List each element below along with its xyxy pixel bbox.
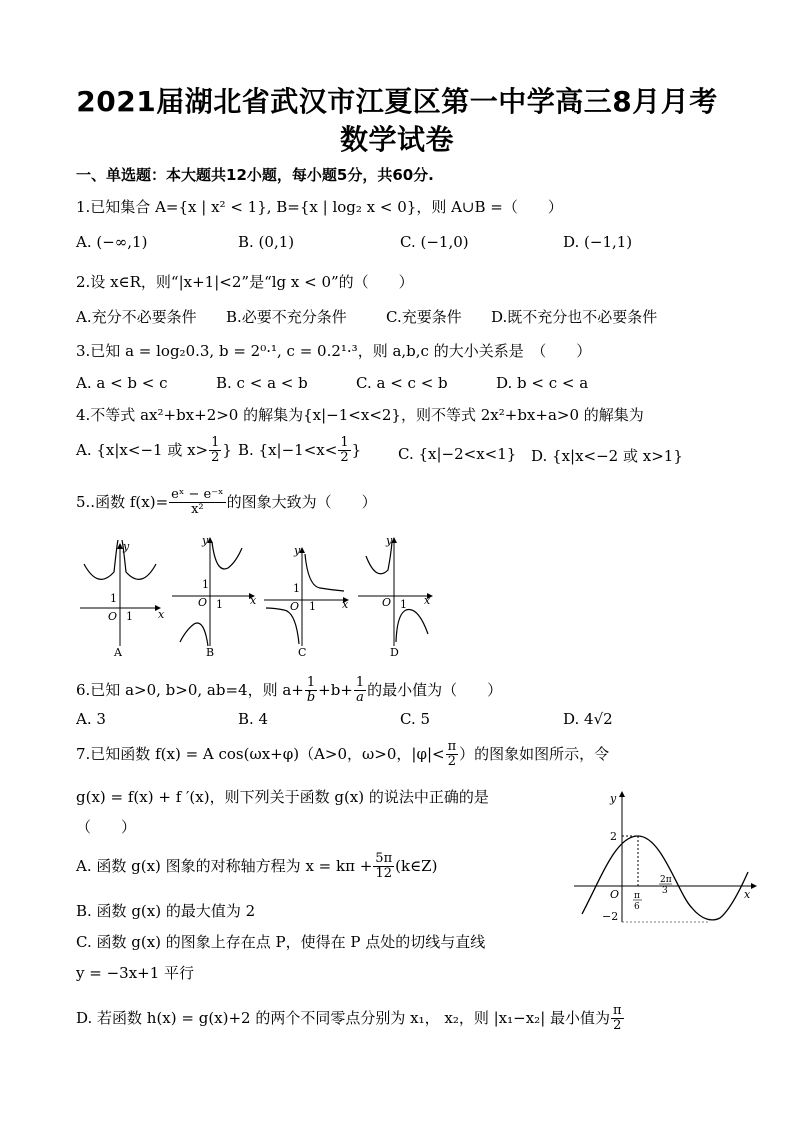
q5-graphs: [76, 534, 436, 658]
q6-stem: [76, 676, 502, 706]
q7-option-a-tail: (k∈Z): [395, 856, 438, 875]
q5-fraction: $\frac{\text{eˣ − e⁻ˣ}}{\text{x²}}$: [171, 487, 224, 518]
q3-option-d: D. b < c < a: [496, 374, 589, 392]
origin-label: O: [610, 888, 620, 901]
q7-stem-b: ）的图象如图所示，令: [459, 744, 610, 763]
q3-option-b: B. c < a < b: [216, 374, 308, 392]
q7-option-c-line2: y = −3x+1 平行: [76, 964, 195, 982]
section-heading: 一、单选题：本大题共12小题，每小题5分，共60分.: [76, 166, 434, 184]
q7-line2: g(x) = f(x) + f ′(x)，则下列关于函数 g(x) 的说法中正确的是: [76, 788, 489, 806]
axis-x-label: x: [342, 598, 349, 611]
tick-label: 1: [216, 598, 223, 611]
q4-stem: 4.不等式 ax²+bx+2>0 的解集为{x|−1<x<2}，则不等式 2x²+bx+a>0 的解集为: [76, 406, 644, 424]
q4-option-c: C. {x|−2<x<1}: [398, 445, 517, 463]
fraction-1-over-a: $\frac{1}{a}$: [355, 675, 365, 706]
q4-option-b: [238, 436, 361, 466]
q4-option-a: [76, 436, 232, 466]
axis-y-label: y: [123, 540, 130, 553]
fraction-1-over-b: $\frac{1}{b}$: [306, 675, 316, 706]
tick-label: 1: [110, 592, 117, 605]
fraction-pi-over-2: $\frac{\pi}{2}$: [447, 739, 457, 770]
exam-title: 2021届湖北省武汉市江夏区第一中学高三8月月考: [76, 85, 718, 118]
axis-y-label: y: [294, 544, 301, 557]
q6-stem-a: 6.已知 a>0, b>0, ab=4，则 a+: [76, 680, 304, 699]
axis-y-label: y: [386, 534, 393, 547]
tick-label: 1: [202, 578, 209, 591]
graph-a: [80, 540, 165, 658]
axis-y-label: y: [610, 792, 617, 805]
q7-option-c-line1: C. 函数 g(x) 的图象上存在点 P，使得在 P 点处的切线与直线: [76, 933, 486, 951]
graph-c: [264, 544, 349, 658]
fraction-pi-over-2: $\frac{\pi}{2}$: [613, 1003, 622, 1034]
q4-option-d: D. {x|x<−2 或 x>1}: [531, 447, 683, 465]
q7-option-d: [76, 1004, 625, 1034]
q7-option-a: [76, 852, 437, 882]
origin-label: O: [108, 610, 118, 623]
tick-label: 1: [293, 582, 300, 595]
graph-d: [358, 534, 432, 658]
q6-option-b: B. 4: [238, 710, 269, 728]
q2-option-c: C.充要条件: [386, 308, 462, 326]
exam-subtitle: 数学试卷: [339, 123, 454, 156]
axis-x-label: x: [158, 608, 165, 621]
q2-option-b: B.必要不充分条件: [226, 308, 347, 326]
q7-option-d-text: D. 若函数 h(x) = g(x)+2 的两个不同零点分别为 x₁， x₂，则 |x₁−x₂| 最小值为: [76, 1008, 611, 1027]
axis-x-label: x: [424, 594, 431, 607]
q5-stem: [76, 488, 377, 518]
q5-suffix: 的图象大致为（ ）: [226, 492, 377, 511]
q3-option-a: A. a < b < c: [76, 374, 168, 392]
graph-label-d: D: [390, 646, 399, 658]
q7-paren: （ ）: [76, 818, 137, 836]
fraction-5pi-over-12: $\frac{5\pi}{12}$: [375, 851, 393, 882]
q5-prefix: 5..函数 f(x)=: [76, 492, 169, 511]
axis-x-label: x: [744, 888, 751, 901]
graph-label-a: A: [114, 646, 122, 658]
q1-stem: 1.已知集合 A={x | x² < 1}, B={x | log₂ x < 0}，则 A∪B =（ ）: [76, 198, 563, 216]
q7-stem-a: 7.已知函数 f(x) = A cos(ωx+φ)（A>0，ω>0，|φ|<: [76, 744, 445, 763]
tick-2pi-over-3-num: 2π: [660, 875, 672, 885]
max-label: 2: [610, 830, 617, 843]
origin-label: O: [198, 596, 208, 609]
q3-stem: 3.已知 a = log₂0.3, b = 2⁰·¹, c = 0.2¹·³，则 a,b,c 的大小关系是 （ ）: [76, 342, 592, 360]
brace: }: [222, 440, 232, 459]
fraction-half: $\frac{1}{2}$: [211, 435, 220, 466]
q6-option-a: A. 3: [76, 710, 106, 728]
q1-option-a: A. (−∞,1): [76, 233, 148, 251]
q6-option-d: D. 4√2: [563, 710, 613, 728]
tick-label: 1: [400, 598, 407, 611]
axis-x-label: x: [250, 594, 257, 607]
q3-option-c: C. a < c < b: [356, 374, 448, 392]
graph-label-b: B: [206, 646, 215, 658]
q1-option-b: B. (0,1): [238, 233, 295, 251]
tick-label: 1: [309, 600, 316, 613]
q2-option-a: A.充分不必要条件: [76, 308, 197, 326]
tick-pi-over-6-num: π: [634, 891, 640, 901]
axis-y-label: y: [202, 534, 209, 547]
graph-label-c: C: [298, 646, 307, 658]
graph-b: [172, 534, 257, 658]
q2-option-d: D.既不充分也不必要条件: [491, 308, 658, 326]
q7-cosine-figure: [570, 786, 760, 926]
origin-label: O: [382, 596, 392, 609]
tick-2pi-over-3-den: 3: [662, 886, 668, 896]
tick-label: 1: [126, 610, 133, 623]
brace: }: [351, 440, 362, 459]
min-label: −2: [602, 910, 619, 923]
q6-stem-b: +b+: [318, 680, 353, 699]
origin-label: O: [290, 600, 300, 613]
q1-option-d: D. (−1,1): [563, 233, 633, 251]
q1-option-c: C. (−1,0): [400, 233, 469, 251]
fraction-half: $\frac{1}{2}$: [340, 435, 349, 466]
q6-option-c: C. 5: [400, 710, 431, 728]
q2-stem: 2.设 x∈R，则“|x+1|<2”是“lg x < 0”的（ ）: [76, 273, 414, 291]
q7-option-a-text: A. 函数 g(x) 图象的对称轴方程为 x = kπ +: [76, 856, 373, 875]
q7-option-b: B. 函数 g(x) 的最大值为 2: [76, 902, 256, 920]
q4-option-a-text: A. {x|x<−1 或 x>: [76, 440, 209, 459]
q6-stem-c: 的最小值为（ ）: [367, 680, 503, 699]
q7-stem: [76, 740, 609, 770]
tick-pi-over-6-den: 6: [634, 902, 640, 912]
q4-option-b-text: B. {x|−1<x<: [238, 440, 338, 459]
